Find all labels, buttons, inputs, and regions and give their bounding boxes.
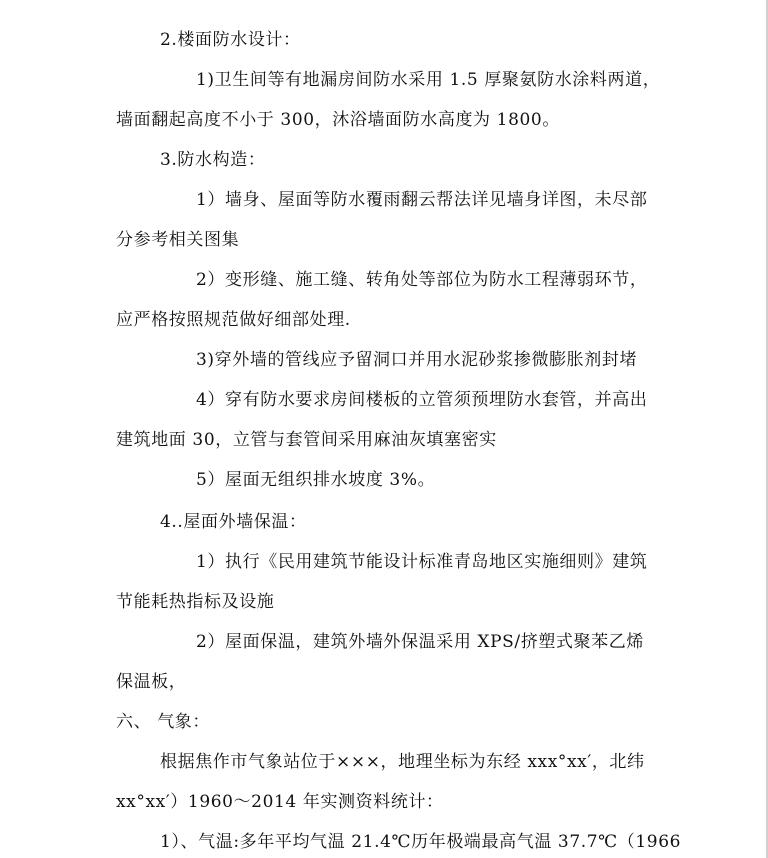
paragraph-line: 根据焦作市气象站位于×××，地理坐标为东经 xxx°xx′，北纬	[160, 752, 645, 772]
paragraph-line: xx°xx′）1960～2014 年实测资料统计：	[116, 792, 444, 812]
paragraph-line: 1）执行《民用建筑节能设计标准青岛地区实施细则》建筑	[196, 552, 648, 572]
paragraph-line: 保温板，	[116, 672, 187, 692]
heading-floor-waterproof: 2.楼面防水设计：	[160, 30, 301, 50]
paragraph-line: 1)卫生间等有地漏房间防水采用 1.5 厚聚氨防水涂料两道，	[196, 70, 661, 90]
heading-weather: 六、 气象：	[116, 712, 211, 732]
paragraph-line: 节能耗热指标及设施	[116, 592, 275, 612]
heading-roof-wall-insulation: 4..屋面外墙保温：	[160, 512, 307, 532]
paragraph-line: 2）屋面保温，建筑外墙外保温采用 XPS/挤塑式聚苯乙烯	[196, 632, 644, 652]
paragraph-line: 4）穿有防水要求房间楼板的立管须预埋防水套管，并高出	[196, 390, 648, 410]
paragraph-line: 分参考相关图集	[116, 230, 240, 250]
paragraph-line: 1）墙身、屋面等防水覆雨翻云帮法详见墙身详图，未尽部	[196, 190, 648, 210]
paragraph-line: 5）屋面无组织排水坡度 3%。	[196, 470, 436, 490]
paragraph-line: 3)穿外墙的管线应予留洞口并用水泥砂浆掺微膨胀剂封堵	[196, 350, 638, 370]
heading-waterproof-structure: 3.防水构造：	[160, 150, 266, 170]
paragraph-line: 墙面翻起高度不小于 300，沐浴墙面防水高度为 1800。	[116, 110, 560, 130]
paragraph-line: 1）、气温:多年平均气温 21.4℃历年极端最高气温 37.7℃（1966	[160, 832, 682, 852]
paragraph-line: 应严格按照规范做好细部处理.	[116, 310, 351, 330]
paragraph-line: 2）变形缝、施工缝、转角处等部位为防水工程薄弱环节，	[196, 270, 648, 290]
paragraph-line: 建筑地面 30，立管与套管间采用麻油灰填塞密实	[116, 430, 497, 450]
